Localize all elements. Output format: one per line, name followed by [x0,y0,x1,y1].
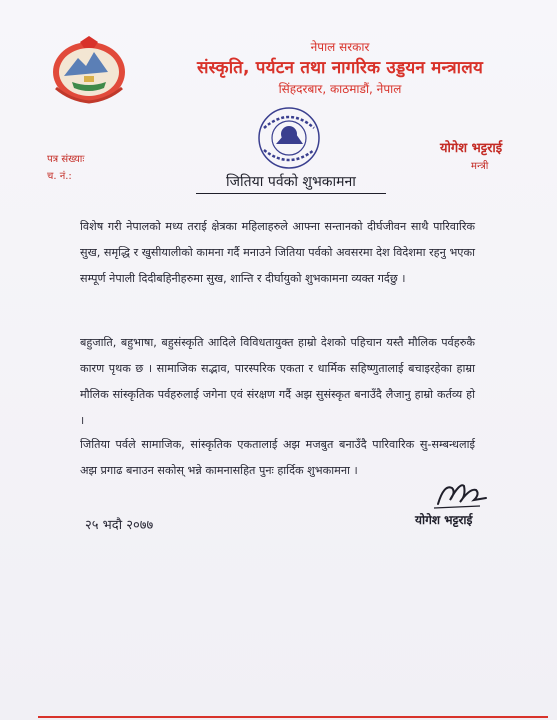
ministry-seal-icon [248,104,330,172]
minister-title: मन्त्री [471,161,489,172]
minister-name: योगेश भट्टराई [440,141,503,156]
footer-divider [38,716,548,718]
ministry-address: सिंहदरबार, काठमाडौं, नेपाल [278,82,402,96]
signatory-name: योगेश भट्टराई [415,513,473,527]
body-paragraph-3: जितिया पर्वले सामाजिक, सांस्कृतिक एकतालाई अझ मजबुत बनाउँदै पारिवारिक सु-सम्बन्धलाई अझ प्रगाढ बनाउन सकोस् भन्ने कामनासहित पुनः हार्दिक शुभकामना । [80,438,475,477]
ministry-name: संस्कृति, पर्यटन तथा नागरिक उड्डयन मन्त्रालय [196,58,484,78]
dispatch-number-label: च. नं.: [47,171,72,182]
body-paragraph-2: बहुजाति, बहुभाषा, बहुसंस्कृति आदिले विविधतायुक्त हाम्रो देशको पहिचान यस्तै मौलिक पर्वहरुकै कारण पृथक छ । सामाजिक सद्भाव, पारस्परिक एकता र धार्मिक सहिष्णुतालाई बचाइरहेका हाम्रा मौलिक सांस्कृतिक पर्वहरुलाई जगेना एवं संरक्षण गर्दै अझ सुसंस्कृत बनाउँदै लैजानु हाम्रो कर्तव्य हो । [80,336,475,427]
body-paragraph-1: विशेष गरी नेपालको मध्य तराई क्षेत्रका महिलाहरुले आफ्ना सन्तानको दीर्घजीवन साथै पारिवारिक सुख, समृद्धि र खुसीयालीको कामना गर्दै मनाउने जितिया पर्वको अवसरमा देश विदेशमा रहनु भएका सम्पूर्ण नेपाली दिदीबहिनीहरुमा सुख, शान्ति र दीर्घायुको शुभकामना व्यक्त गर्दछु । [80,220,475,285]
government-name: नेपाल सरकार [310,40,370,54]
letter-subject: जितिया पर्वको शुभकामना [196,172,386,194]
signature-icon [430,478,490,512]
nepal-emblem-icon [50,36,128,104]
letter-number-label: पत्र संख्याः [47,154,85,165]
letter-date: २५ भदौ २०७७ [85,518,154,533]
